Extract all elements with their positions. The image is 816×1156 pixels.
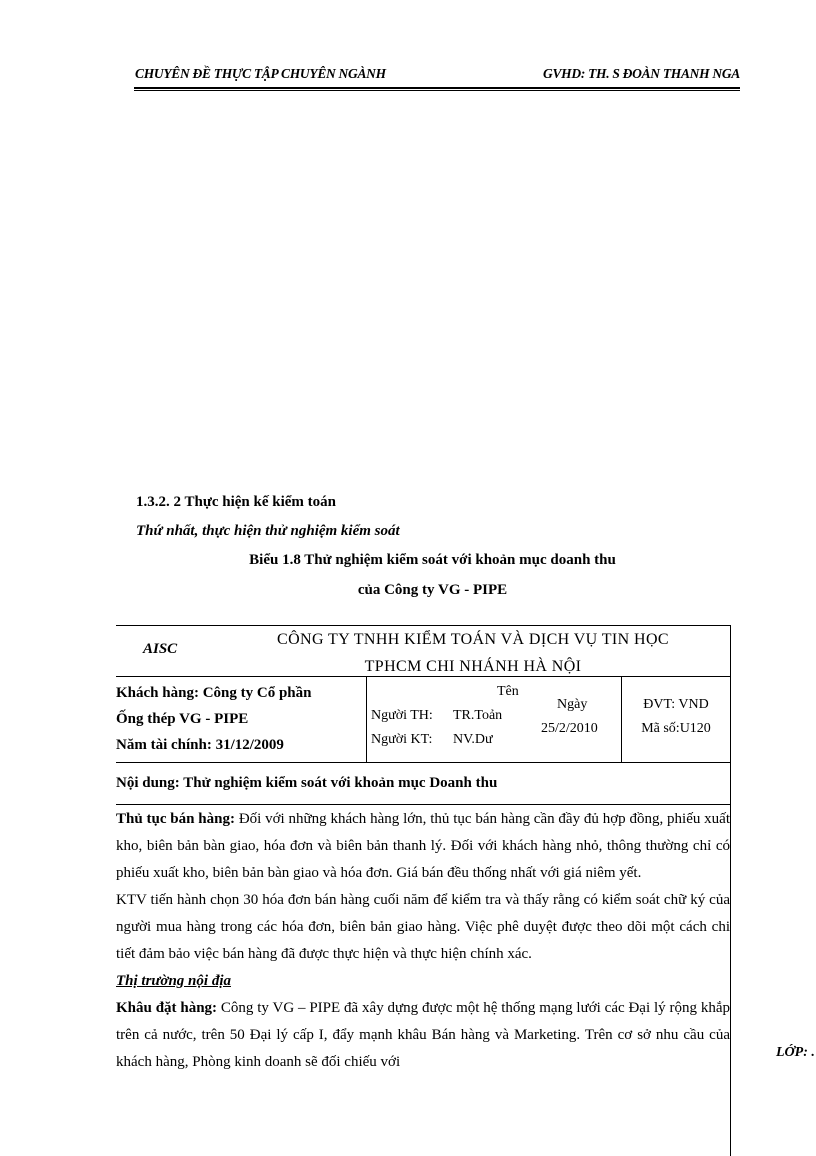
client-line1: Khách hàng: Công ty Cổ phần <box>116 685 312 701</box>
section-heading: 1.3.2. 2 Thực hiện kế kiểm toán <box>136 494 336 510</box>
working-paper-code: Mã số:U120 <box>641 721 711 736</box>
reviewer-name: NV.Dư <box>453 732 493 747</box>
audit-working-paper-table <box>116 625 731 1156</box>
unit-info-cell <box>621 677 730 762</box>
fiscal-year: Năm tài chính: 31/12/2009 <box>116 737 284 753</box>
ktv-paragraph: KTV tiến hành chọn 30 hóa đơn bán hàng cuối năm để kiểm tra và thấy rằng có kiểm soát chữ ký của người mua hàng trong các hóa đơn, biên bản giao hàng. Việc phê duyệt được theo dõi một cách chi tiết đảm bảo việc bán hàng đã được thực hiện và thực hiện chính xác. <box>116 892 730 962</box>
reviewer-label: Người KT: <box>371 732 433 747</box>
firm-row <box>116 625 731 676</box>
sales-procedure-paragraph <box>116 806 730 887</box>
table-caption-line1: Biểu 1.8 Thử nghiệm kiểm soát với khoản mục doanh thu <box>249 552 616 568</box>
staff-info-cell <box>366 677 622 762</box>
date-value: 25/2/2010 <box>541 721 598 736</box>
firm-name-line2: TPHCM CHI NHÁNH HÀ NỘI <box>364 658 582 675</box>
content-title: Nội dung: Thử nghiệm kiểm soát với khoản mục Doanh thu <box>116 775 498 791</box>
class-label: LỚP: . <box>776 1045 815 1060</box>
ordering-paragraph <box>116 995 730 1076</box>
sales-procedure-label: Thủ tục bán hàng: <box>116 811 235 827</box>
body-cell <box>116 804 731 1156</box>
info-row <box>116 676 731 762</box>
name-header: Tên <box>497 684 519 699</box>
firm-short-name: AISC <box>143 641 178 657</box>
performer-name: TR.Toản <box>453 708 503 723</box>
performer-label: Người TH: <box>371 708 433 723</box>
page-header <box>134 66 740 90</box>
client-line2: Ống thép VG - PIPE <box>116 711 249 727</box>
client-info-cell <box>116 677 366 762</box>
table-caption-line2: của Công ty VG - PIPE <box>357 582 508 598</box>
header-supervisor: GVHD: TH. S ĐOÀN THANH NGA <box>543 66 740 81</box>
header-thesis-title: CHUYÊN ĐỀ THỰC TẬP CHUYÊN NGÀNH <box>135 66 386 81</box>
firm-name-line1: CÔNG TY TNHH KIỂM TOÁN VÀ DỊCH VỤ TIN HỌC <box>277 631 669 648</box>
content-row <box>116 762 731 804</box>
date-label: Ngày <box>557 697 588 712</box>
ordering-label: Khâu đặt hàng: <box>116 1000 218 1016</box>
currency-unit: ĐVT: VND <box>643 697 709 712</box>
firm-name <box>216 626 730 680</box>
domestic-market-heading: Thị trường nội địa <box>116 973 231 989</box>
header-double-rule <box>134 87 740 91</box>
sales-procedure-text: Đối với những khách hàng lớn, thủ tục bán hàng cần đầy đủ hợp đồng, phiếu xuất kho, biên bản bàn giao, hóa đơn và biên bản thanh lý. Đối với khách hàng nhỏ, thông thường chỉ có phiếu xuất kho, biên bản bàn giao và hóa đơn. Giá bán đều thống nhất với giá niêm yết. <box>116 811 730 881</box>
ordering-text: Công ty VG – PIPE đã xây dựng được một hệ thống mạng lưới các Đại lý rộng khắp trên cả nước, trên 50 Đại lý cấp I, đẩy mạnh khâu Bán hàng và Marketing. Trên cơ sở nhu cầu của khách hàng, Phòng kinh doanh sẽ đối chiếu với <box>116 1000 730 1070</box>
sub-heading: Thứ nhất, thực hiện thử nghiệm kiểm soát <box>136 523 400 539</box>
